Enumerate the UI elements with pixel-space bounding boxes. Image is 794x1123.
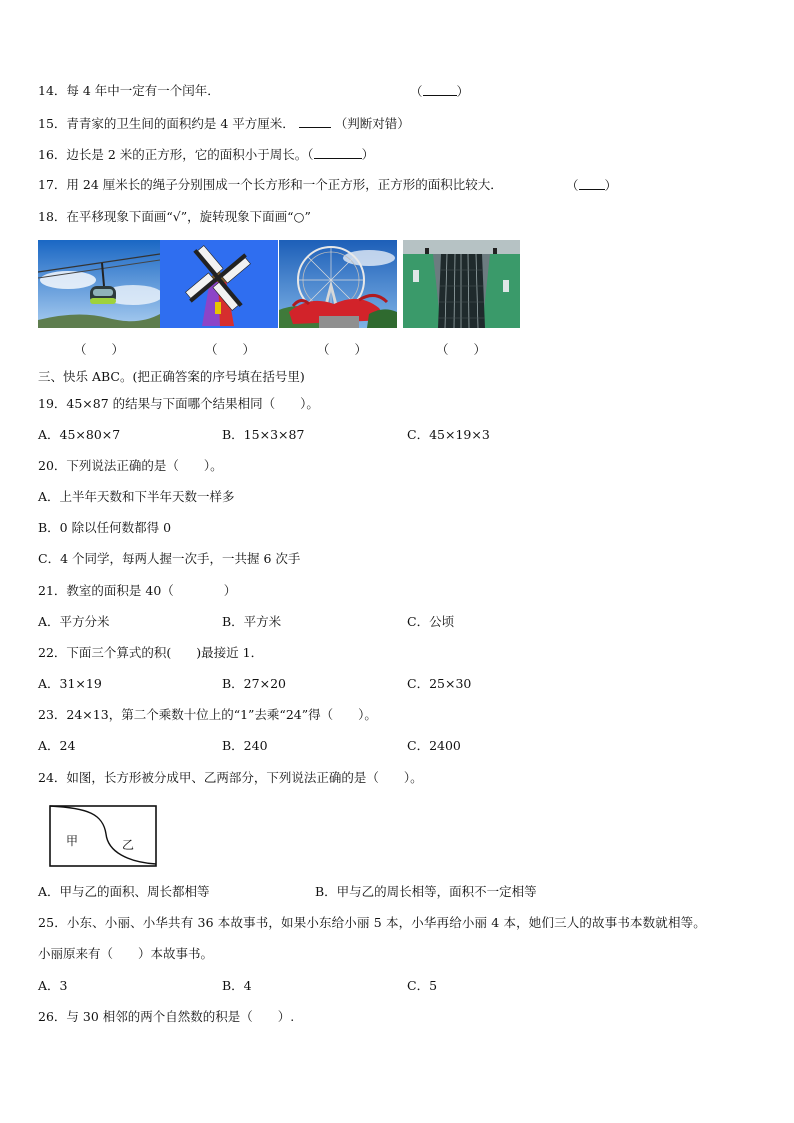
question-23: 23．24×13，第二个乘数十位上的“1”去乘“24”得（ ）。 (38, 707, 377, 722)
question-25-cont: 小丽原来有（ ）本故事书。 (38, 946, 214, 961)
option-b[interactable]: B．240 (222, 738, 268, 753)
question-17-answer[interactable]: （ ） (566, 178, 618, 193)
option-a[interactable]: A．24 (38, 738, 76, 753)
question-26: 26．与 30 相邻的两个自然数的积是（ ）. (38, 1009, 295, 1024)
picture-answer-3[interactable]: （ ） (317, 342, 368, 357)
label-yi: 乙 (122, 838, 135, 852)
option-c[interactable]: C．公顷 (407, 614, 455, 629)
option-b[interactable]: B．27×20 (222, 676, 286, 691)
answer-blank[interactable] (423, 83, 457, 96)
rectangle-diagram (48, 804, 160, 868)
rectangle-split-figure (48, 804, 160, 868)
section-3-title: 三、快乐 ABC。(把正确答案的序号填在括号里) (38, 369, 305, 384)
label-jia: 甲 (66, 834, 79, 848)
question-17: 17．用 24 厘米长的绳子分别围成一个长方形和一个正方形，正方形的面积比较大． (38, 177, 503, 192)
cable-car-picture (38, 240, 160, 328)
option-a[interactable]: A．3 (38, 978, 68, 993)
option-a[interactable]: A．31×19 (38, 676, 102, 691)
question-15: 15．青青家的卫生间的面积约是 4 平方厘米． （判断对错） (38, 116, 410, 131)
option-a[interactable]: A．甲与乙的面积、周长都相等 (38, 884, 210, 899)
ferris-wheel-illustration (279, 240, 397, 328)
windmill-picture (160, 240, 278, 328)
answer-blank[interactable] (314, 146, 362, 159)
option-b[interactable]: B．平方米 (222, 614, 282, 629)
question-24: 24．如图，长方形被分成甲、乙两部分，下列说法正确的是（ ）。 (38, 770, 423, 785)
option-a[interactable]: A．45×80×7 (38, 427, 121, 442)
ferris-wheel-picture (279, 240, 397, 328)
option-b[interactable]: B．4 (222, 978, 252, 993)
question-20: 20．下列说法正确的是（ ）。 (38, 458, 223, 473)
option-a[interactable]: A．平方分米 (38, 614, 110, 629)
question-22: 22．下面三个算式的积( )最接近 1． (38, 645, 264, 660)
question-18: 18．在平移现象下面画“√”，旋转现象下面画“○” (38, 209, 311, 224)
option-a[interactable]: A．上半年天数和下半年天数一样多 (38, 489, 235, 504)
option-c[interactable]: C．25×30 (407, 676, 472, 691)
option-c[interactable]: C．5 (407, 978, 438, 993)
answer-blank[interactable] (579, 177, 605, 190)
question-21: 21．教室的面积是 40（ ） (38, 583, 237, 598)
question-14 (38, 83, 220, 99)
picture-answer-4[interactable]: （ ） (436, 342, 487, 357)
option-c[interactable]: C．45×19×3 (407, 427, 490, 442)
picture-answer-1[interactable]: （ ） (74, 342, 125, 357)
question-19: 19．45×87 的结果与下面哪个结果相同（ ）。 (38, 396, 319, 411)
escalator-illustration (403, 240, 520, 328)
question-14-answer[interactable]: （ ） (410, 84, 470, 99)
option-c[interactable]: C．2400 (407, 738, 461, 753)
answer-blank[interactable] (299, 115, 331, 128)
windmill-illustration (160, 240, 278, 328)
option-c[interactable]: C．4 个同学，每两人握一次手，一共握 6 次手 (38, 551, 301, 566)
question-14-text: 14．每 4 年中一定有一个闰年． (38, 83, 220, 98)
question-16: 16．边长是 2 米的正方形，它的面积小于周长。（ ） (38, 147, 375, 162)
picture-answer-2[interactable]: （ ） (205, 342, 256, 357)
option-b[interactable]: B．甲与乙的周长相等，面积不一定相等 (315, 884, 537, 899)
option-b[interactable]: B．0 除以任何数都得 0 (38, 520, 172, 535)
question-25: 25．小东、小丽、小华共有 36 本故事书，如果小东给小丽 5 本，小华再给小丽 4 本，她们三人的故事书本数就相等。 (38, 915, 706, 930)
option-b[interactable]: B．15×3×87 (222, 427, 305, 442)
escalator-picture (403, 240, 520, 328)
cable-car-illustration (38, 240, 160, 328)
